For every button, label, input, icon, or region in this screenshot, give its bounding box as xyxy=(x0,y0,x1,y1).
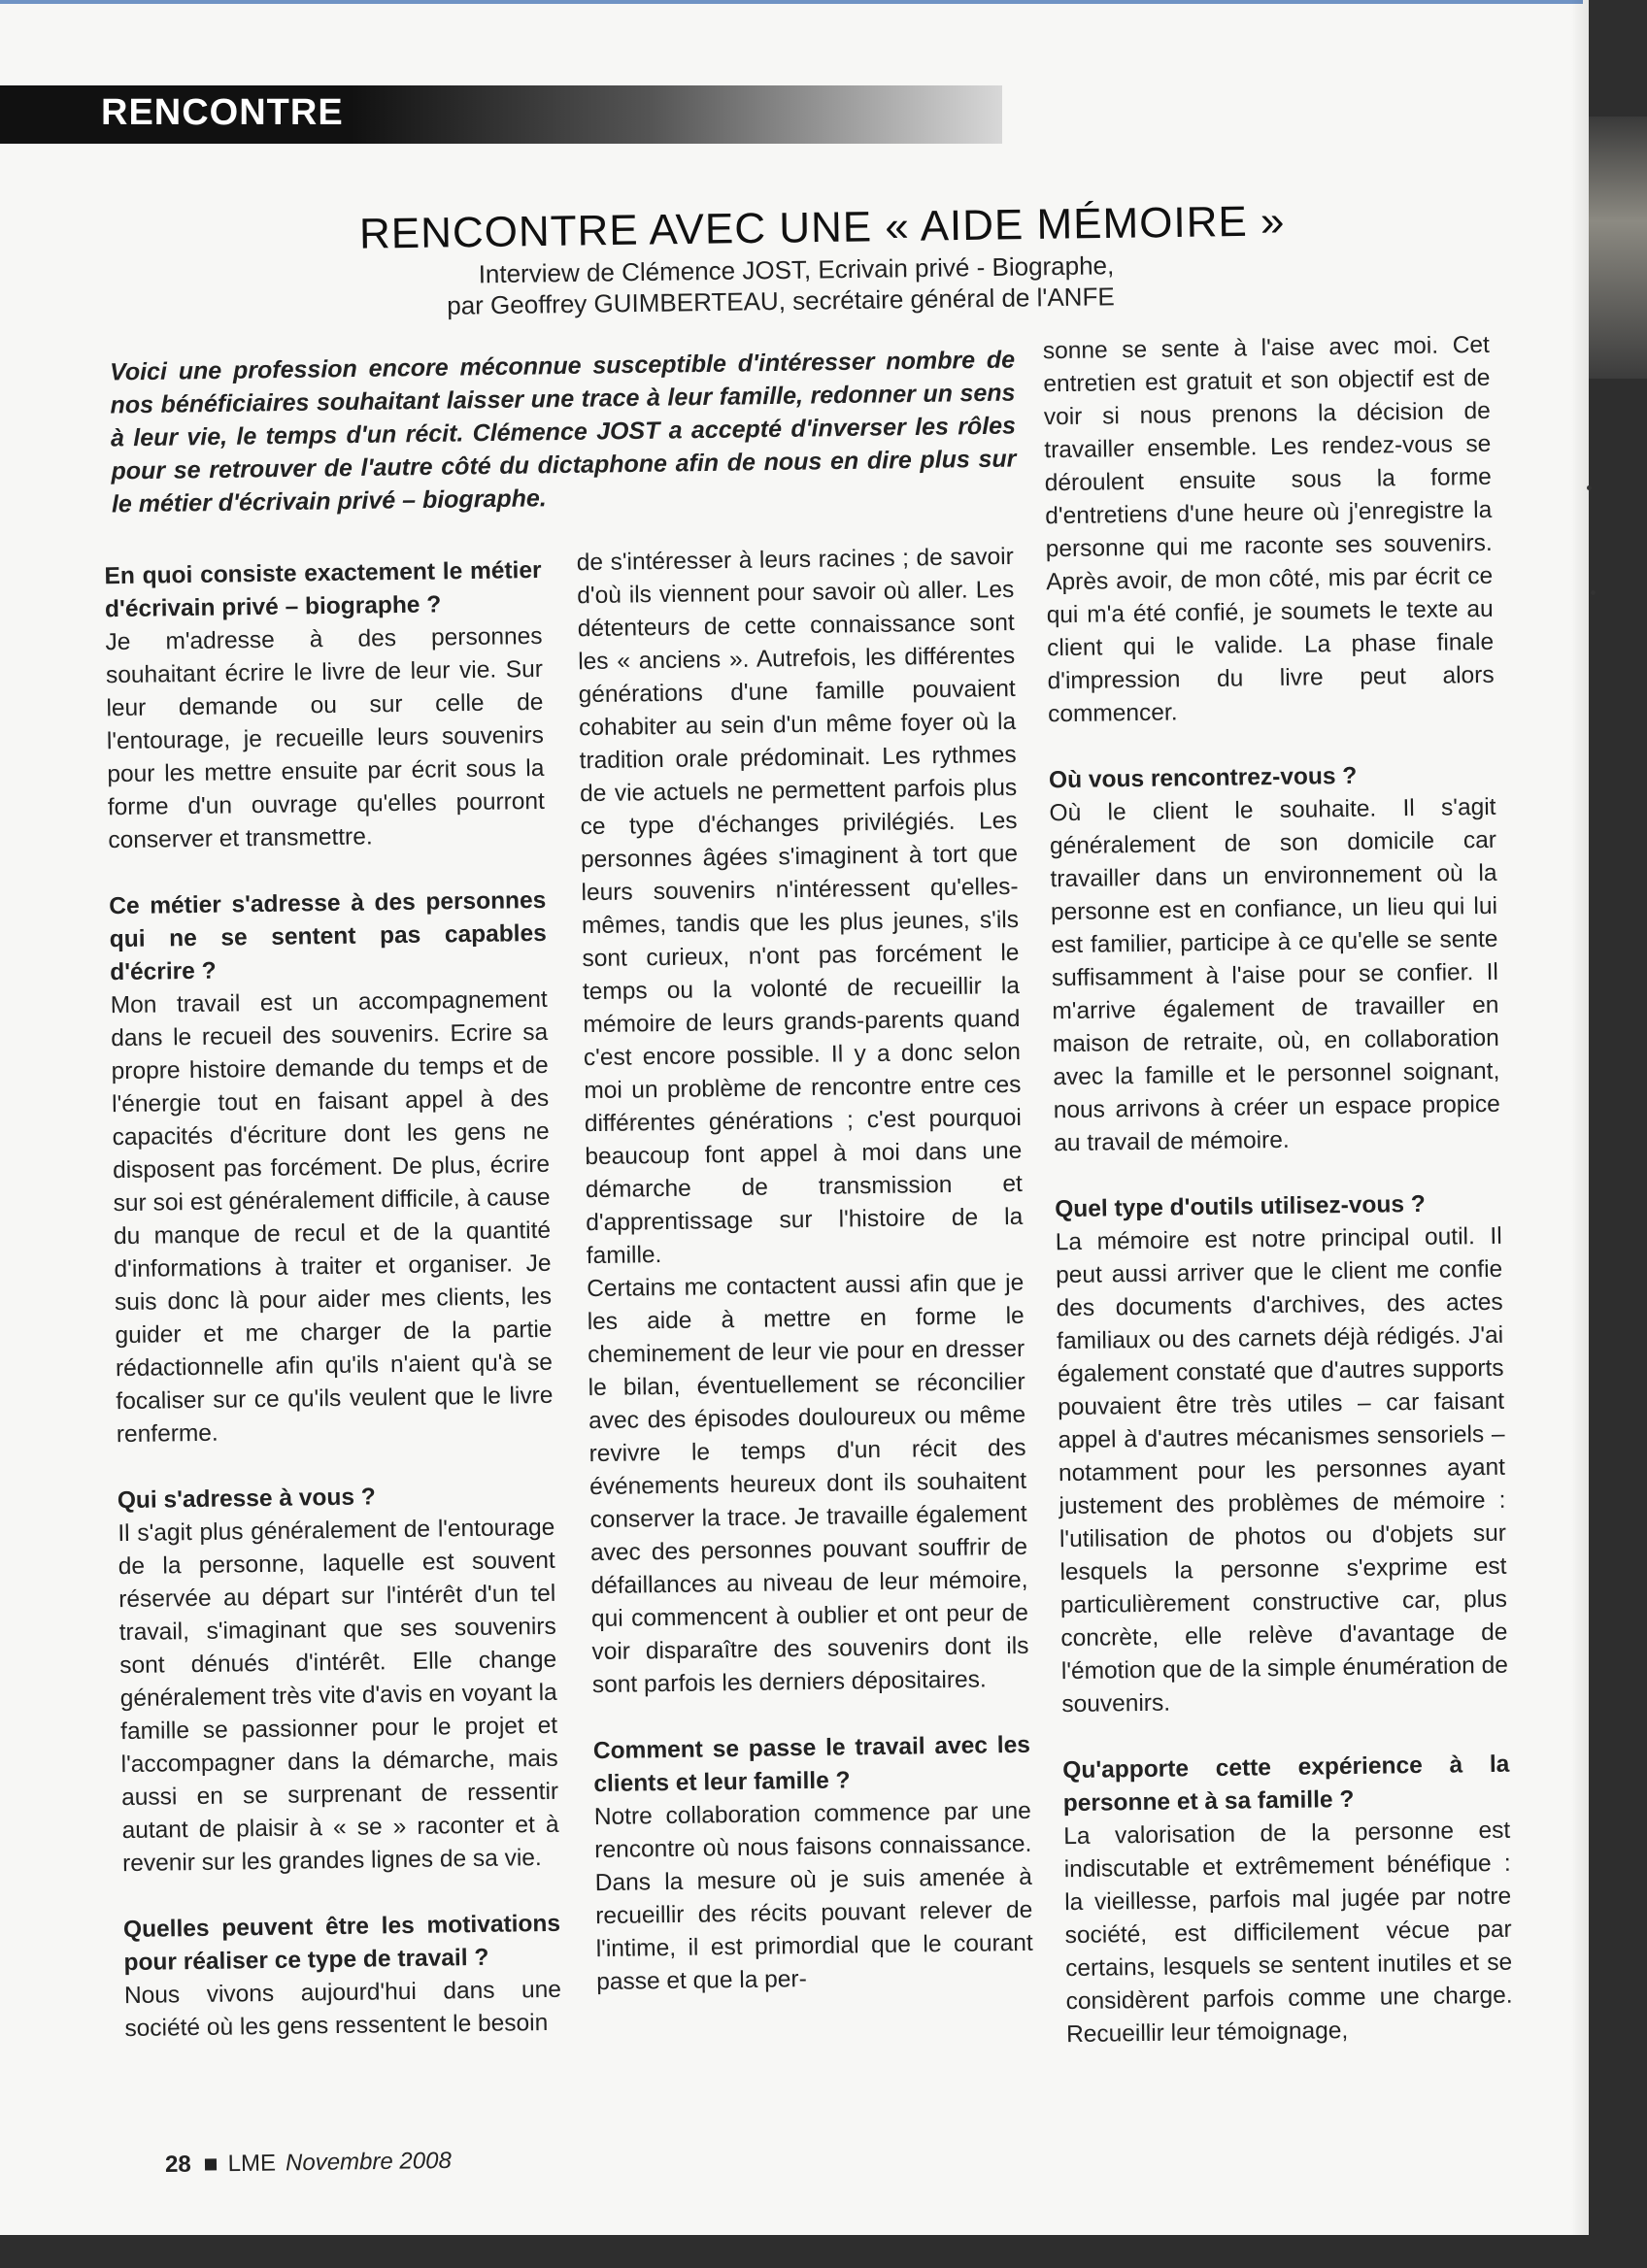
magazine-name: LME xyxy=(227,2150,277,2178)
page-number: 28 xyxy=(164,2151,191,2179)
interview-question: Qui s'adresse à vous ? xyxy=(117,1484,376,1515)
interview-question: En quoi consiste exactement le métier d'écrivain privé – biographe ? xyxy=(104,556,542,623)
interview-question: Ce métier s'adresse à des personnes qui ne se sentent pas capables d'écrire ? xyxy=(109,886,547,986)
text-column-2 xyxy=(577,541,1034,1999)
interview-answer: Où le client le souhaite. Il s'agit généralement de son domicile car travailler dans un environnement où la personne est en confiance, un lieu qui lui est familier, participe à ce qu'elle se sente suffisamment à l'aise pour se confier. Il m'arrive également de travailler en maison de retraite, où, en collaboration avec la famille et le personnel soignant, nous arrivons à créer un espace propice au travail de mémoire. xyxy=(1049,793,1500,1157)
scan-bottom-edge xyxy=(0,2235,1647,2268)
top-rule xyxy=(0,0,1583,4)
article-subtitle xyxy=(447,250,1115,321)
article-title: RENCONTRE AVEC UNE « AIDE MÉMOIRE » xyxy=(358,197,1286,258)
section-banner-label: RENCONTRE xyxy=(101,92,344,133)
adjacent-page-photo xyxy=(1589,117,1647,379)
interview-question: Quel type d'outils utilisez-vous ? xyxy=(1055,1190,1426,1223)
issue-date: Novembre 2008 xyxy=(285,2147,452,2177)
subtitle-line-2: par Geoffrey GUIMBERTEAU, secrétaire général de l'ANFE xyxy=(447,282,1115,320)
interview-answer: de s'intéresser à leurs racines ; de savoir d'où ils viennent pour savoir où aller. Les détenteurs de cette connaissance sont les « anciens ». Autrefois, les différentes générations d'une famille pouvaient cohabiter au sein d'un même foyer où la tradition orale prédominait. Les rythmes de vie actuels ne permettent parfois plus ce type d'échanges privilégiés. Les personnes âgées s'imaginent à tort que leurs souvenirs n'intéressent qu'elles-mêmes, tandis que les plus jeunes, s'ils sont curieux, n'ont pas forcément le temps ou la volonté de recueillir la mémoire de leurs grands-parents quand c'est encore possible. Il y a donc selon moi un problème de rencontre entre ces différentes générations ; c'est pourquoi beaucoup font appel à moi dans une démarche de transmission et d'apprentissage sur l'histoire de la famille. xyxy=(576,543,1024,1270)
interview-answer: Certains me contactent aussi afin que je les aide à mettre en forme le cheminement de leur vie pour en dresser le bilan, éventuellement se réconcilier avec des épisodes douloureux ou même revivre le temps d'un récit des événements heureux dont ils souhaitent conserver la trace. Je travaille également avec des personnes pouvant souffrir de défaillances au niveau de leur mémoire, qui commencent à oublier et ont peur de voir disparaître des souvenirs dont ils sont parfois les derniers dépositaires. xyxy=(587,1269,1029,1699)
interview-question: Où vous rencontrez-vous ? xyxy=(1048,762,1358,794)
interview-question: Qu'apporte cette expérience à la personne et à sa famille ? xyxy=(1062,1751,1510,1818)
interview-answer: Nous vivons aujourd'hui dans une société où les gens ressentent le besoin xyxy=(123,1976,562,2043)
interview-answer: La valorisation de la personne est indiscutable et extrêmement bénéfique : la vieillesse, parfois mal jugée par notre société, est difficilement vécue par certains, lesquels se sentent inutiles et se considèrent parfois comme une charge. Recueillir leur témoignage, xyxy=(1063,1817,1513,2049)
interview-answer: Notre collaboration commence par une rencontre où nous faisons connaissance. Dans la mesure où je suis amenée à recueillir des récits pouvant relever de l'intime, il est primordial que le courant passe et que la per- xyxy=(593,1797,1033,1996)
section-banner xyxy=(0,85,1002,144)
interview-answer: Mon travail est un accompagnement dans le recueil des souvenirs. Ecrire sa propre histoire demande du temps et de l'énergie tout en faisant appel à des capacités d'écriture dont les gens ne disposent pas forcément. De plus, écrire sur soi est généralement difficile, à cause du manque de recul et de la quantité d'informations à traiter et organiser. Je suis donc là pour aider mes clients, les guider et me charger de la partie rédactionnelle afin qu'ils n'aient qu'à se focaliser sur ce qu'ils veulent que le livre renferme. xyxy=(110,985,554,1449)
page-gutter-shade xyxy=(1571,0,1589,2268)
footer-square-bullet xyxy=(205,2158,217,2170)
interview-question: Comment se passe le travail avec les clients et leur famille ? xyxy=(592,1731,1031,1798)
margin-dot xyxy=(1591,590,1596,595)
interview-answer: Je m'adresse à des personnes souhaitant écrire le livre de leur vie. Sur leur demande ou sur celle de l'entourage, je recueille leurs souvenirs pour les mettre ensuite par écrit sous la forme d'un ouvrage qu'elles pourront conserver et transmettre. xyxy=(105,622,546,854)
text-column-1 xyxy=(104,554,561,2046)
margin-dot xyxy=(1587,485,1592,490)
interview-answer: Il s'agit plus généralement de l'entourage de la personne, laquelle est souvent réservée au départ sur l'intérêt d'un tel travail, s'imaginant que ses souvenirs sont dénués d'intérêt. Elle change généralement très vite d'avis en voyant la famille se passionner pour le projet et l'accompagner dans la démarche, mais aussi en se surprenant de ressentir autant de plaisir à « se » raconter et à revenir sur les grandes lignes de sa vie. xyxy=(118,1514,559,1878)
text-column-3 xyxy=(1043,329,1514,2051)
interview-answer: sonne se sente à l'aise avec moi. Cet entretien est gratuit et son objectif est de voir si nous prenons la décision de travailler ensemble. Les rendez-vous se déroulent ensuite sous la forme d'entretiens d'une heure où j'enregistre la personne qui me raconte ses souvenirs. Après avoir, de mon côté, mis par écrit ce qui m'a été confié, je soumets le texte au client qui le valide. La phase finale d'impression du livre peut alors commencer. xyxy=(1042,331,1495,728)
article-intro: Voici une profession encore méconnue susceptible d'intéresser nombre de nos bénéficiaires souhaitant laisser une trace à leur famille, redonner un sens à leur vie, le temps d'un récit. Clémence JOST a accepté d'inverser les rôles pour se retrouver de l'autre côté du dictaphone afin de nous en dire plus sur le métier d'écrivain privé – biographe. xyxy=(109,346,1017,518)
page-footer xyxy=(165,2148,452,2179)
interview-question: Quelles peuvent être les motivations pour réaliser ce type de travail ? xyxy=(122,1910,561,1977)
subtitle-line-1: Interview de Clémence JOST, Ecrivain privé - Biographe, xyxy=(478,250,1115,289)
interview-answer: La mémoire est notre principal outil. Il peut aussi arriver que le client me confie des documents d'archives, des actes familiaux ou des carnets déjà rédigés. J'ai également constaté que d'autres supports pouvaient être très utiles – car faisant appel à d'autres mécanismes sensoriels – notamment pour les personnes ayant justement des problèmes de mémoire : l'utilisation de photos ou d'objets sur lesquels la personne s'exprime est particulièrement constructive car, plus concrète, elle relève d'avantage de l'émotion que de la simple énumération de souvenirs. xyxy=(1055,1222,1509,1718)
